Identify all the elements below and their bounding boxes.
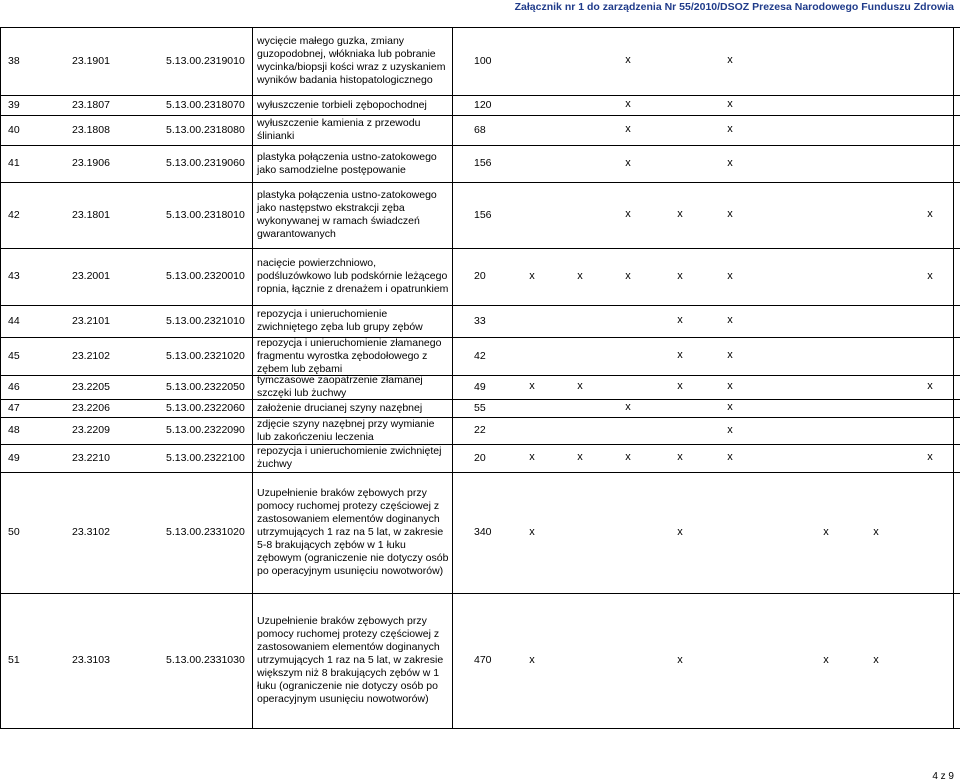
points-value: 22 bbox=[474, 424, 486, 436]
row-number: 50 bbox=[8, 526, 20, 538]
points-value: 120 bbox=[474, 98, 492, 111]
procedure-name: nacięcie powierzchniowo, podśluzówkowo lub podskórnie leżącego ropnia, łącznie z drenażem i opatrunkiem bbox=[257, 257, 449, 295]
procedure-name: repozycja i unieruchomienie złamanego fragmentu wyrostka zębodołowego z zębem lub zębami bbox=[257, 336, 442, 375]
nfz-code: 5.13.00.2321020 bbox=[166, 349, 245, 362]
applicability-mark: x bbox=[529, 269, 535, 282]
applicability-mark: x bbox=[927, 269, 933, 282]
points-value: 470 bbox=[474, 654, 492, 666]
procedure-name: wyłuszczenie kamienia z przewodu ślinianki bbox=[257, 117, 421, 142]
column-divider bbox=[953, 27, 954, 728]
applicability-mark: x bbox=[873, 525, 879, 538]
applicability-mark: x bbox=[727, 208, 733, 220]
applicability-mark: x bbox=[577, 269, 583, 282]
applicability-mark: x bbox=[727, 269, 733, 282]
row-number: 49 bbox=[8, 451, 20, 464]
nfz-code: 5.13.00.2322050 bbox=[166, 380, 245, 393]
points-value: 68 bbox=[474, 123, 486, 136]
column-divider bbox=[0, 27, 1, 728]
points-value: 340 bbox=[474, 526, 492, 538]
applicability-mark: x bbox=[727, 156, 733, 169]
applicability-mark: x bbox=[625, 401, 631, 413]
applicability-mark: x bbox=[677, 208, 683, 220]
row-number: 51 bbox=[8, 654, 20, 666]
applicability-mark: x bbox=[625, 123, 631, 135]
applicability-mark: x bbox=[529, 380, 535, 392]
applicability-mark: x bbox=[625, 208, 631, 220]
nfz-code: 5.13.00.2321010 bbox=[166, 314, 245, 327]
applicability-mark: x bbox=[823, 525, 829, 538]
applicability-mark: x bbox=[577, 380, 583, 392]
nfz-code: 5.13.00.2319060 bbox=[166, 157, 245, 169]
nfz-code: 5.13.00.2322100 bbox=[166, 451, 245, 464]
applicability-mark: x bbox=[625, 54, 631, 66]
applicability-mark: x bbox=[677, 349, 683, 361]
row-number: 41 bbox=[8, 157, 20, 169]
procedure-code: 23.2209 bbox=[72, 424, 110, 436]
row-number: 40 bbox=[8, 123, 20, 136]
procedure-code: 23.2102 bbox=[72, 349, 110, 362]
row-number: 43 bbox=[8, 270, 20, 282]
procedure-code: 23.1906 bbox=[72, 157, 110, 169]
applicability-mark: x bbox=[727, 380, 733, 392]
procedure-code: 23.1801 bbox=[72, 208, 110, 221]
applicability-mark: x bbox=[727, 314, 733, 326]
applicability-mark: x bbox=[727, 349, 733, 361]
procedure-code: 23.2001 bbox=[72, 270, 110, 282]
applicability-mark: x bbox=[927, 380, 933, 392]
nfz-code: 5.13.00.2319010 bbox=[166, 54, 245, 67]
applicability-mark: x bbox=[677, 314, 683, 326]
applicability-mark: x bbox=[529, 451, 535, 463]
points-value: 42 bbox=[474, 349, 486, 362]
points-value: 100 bbox=[474, 54, 492, 67]
procedure-name: plastyka połączenia ustno-zatokowego jako następstwo ekstrakcji zęba wykonywanej w ramach świadczeń gwarantowanych bbox=[257, 189, 437, 240]
row-number: 38 bbox=[8, 54, 20, 67]
applicability-mark: x bbox=[727, 423, 733, 436]
applicability-mark: x bbox=[823, 653, 829, 666]
points-value: 33 bbox=[474, 314, 486, 327]
row-number: 45 bbox=[8, 349, 20, 362]
procedure-name: repozycja i unieruchomienie zwichniętego zęba lub grupy zębów bbox=[257, 308, 423, 333]
applicability-mark: x bbox=[677, 525, 683, 538]
applicability-mark: x bbox=[625, 98, 631, 110]
procedure-code: 23.3103 bbox=[72, 654, 110, 666]
procedure-code: 23.1807 bbox=[72, 98, 110, 111]
procedure-code: 23.2101 bbox=[72, 314, 110, 327]
nfz-code: 5.13.00.2331030 bbox=[166, 654, 245, 666]
applicability-mark: x bbox=[873, 653, 879, 666]
row-divider bbox=[0, 728, 960, 729]
nfz-code: 5.13.00.2322060 bbox=[166, 401, 245, 414]
applicability-mark: x bbox=[677, 380, 683, 392]
points-value: 55 bbox=[474, 401, 486, 414]
points-value: 20 bbox=[474, 451, 486, 464]
applicability-mark: x bbox=[727, 98, 733, 110]
document-header: Załącznik nr 1 do zarządzenia Nr 55/2010/DSOZ Prezesa Narodowego Funduszu Zdrowia bbox=[514, 1, 954, 13]
points-value: 156 bbox=[474, 157, 492, 169]
row-number: 44 bbox=[8, 314, 20, 327]
row-number: 46 bbox=[8, 380, 20, 393]
procedure-name: Uzupełnienie braków zębowych przy pomocy ruchomej protezy częściowej z zastosowaniem elementów doginanych utrzymujących 1 raz na 5 lat, w zakresie 5-8 brakujących zębów w 1 łuku zębowym (ograniczenie nie dotyczy osób po operacyjnym usunięciu nowotworów) bbox=[257, 487, 449, 577]
row-number: 42 bbox=[8, 208, 20, 221]
nfz-code: 5.13.00.2318080 bbox=[166, 123, 245, 136]
nfz-code: 5.13.00.2322090 bbox=[166, 424, 245, 436]
nfz-code: 5.13.00.2331020 bbox=[166, 526, 245, 538]
procedure-name: tymczasowe zaopatrzenie złamanej szczęki lub żuchwy bbox=[257, 374, 423, 399]
applicability-mark: x bbox=[727, 451, 733, 463]
column-divider bbox=[452, 27, 453, 728]
column-divider bbox=[252, 27, 253, 728]
procedure-name: zdjęcie szyny nazębnej przy wymianie lub zakończeniu leczenia bbox=[257, 417, 435, 443]
applicability-mark: x bbox=[677, 653, 683, 666]
points-value: 20 bbox=[474, 270, 486, 282]
procedure-code: 23.1901 bbox=[72, 54, 110, 67]
procedure-name: plastyka połączenia ustno-zatokowego jako samodzielne postępowanie bbox=[257, 150, 437, 176]
procedure-code: 23.1808 bbox=[72, 123, 110, 136]
procedure-code: 23.2210 bbox=[72, 451, 110, 464]
procedure-code: 23.3102 bbox=[72, 526, 110, 538]
page-number: 4 z 9 bbox=[932, 771, 954, 782]
applicability-mark: x bbox=[677, 269, 683, 282]
applicability-mark: x bbox=[625, 451, 631, 463]
procedure-code: 23.2206 bbox=[72, 401, 110, 414]
applicability-mark: x bbox=[727, 123, 733, 135]
procedure-name: wyłuszczenie torbieli zębopochodnej bbox=[257, 98, 427, 111]
nfz-code: 5.13.00.2318010 bbox=[166, 208, 245, 221]
row-number: 47 bbox=[8, 401, 20, 414]
applicability-mark: x bbox=[529, 525, 535, 538]
applicability-mark: x bbox=[625, 156, 631, 169]
points-value: 156 bbox=[474, 208, 492, 221]
applicability-mark: x bbox=[529, 653, 535, 666]
applicability-mark: x bbox=[625, 269, 631, 282]
applicability-mark: x bbox=[927, 451, 933, 463]
procedure-name: Uzupełnienie braków zębowych przy pomocy ruchomej protezy częściowej z zastosowaniem elementów doginanych utrzymujących 1 raz na 5 lat, w zakresie większym niż 8 brakujących zębów w 1 łuku (ograniczenie nie dotyczy osób po operacyjnym usunięciu nowotworów) bbox=[257, 615, 444, 705]
nfz-code: 5.13.00.2320010 bbox=[166, 270, 245, 282]
applicability-mark: x bbox=[727, 401, 733, 413]
applicability-mark: x bbox=[727, 54, 733, 66]
row-number: 39 bbox=[8, 98, 20, 111]
points-value: 49 bbox=[474, 380, 486, 393]
row-number: 48 bbox=[8, 424, 20, 436]
applicability-mark: x bbox=[927, 208, 933, 220]
applicability-mark: x bbox=[577, 451, 583, 463]
procedure-name: założenie drucianej szyny nazębnej bbox=[257, 401, 423, 414]
applicability-mark: x bbox=[677, 451, 683, 463]
procedure-code: 23.2205 bbox=[72, 380, 110, 393]
procedure-name: wycięcie małego guzka, zmiany guzopodobnej, włókniaka lub pobranie wycinka/biopsji kości wraz z uzyskaniem wyników badania histopatologicznego bbox=[257, 35, 446, 86]
nfz-code: 5.13.00.2318070 bbox=[166, 98, 245, 111]
procedure-name: repozycja i unieruchomienie zwichniętej żuchwy bbox=[257, 445, 442, 470]
